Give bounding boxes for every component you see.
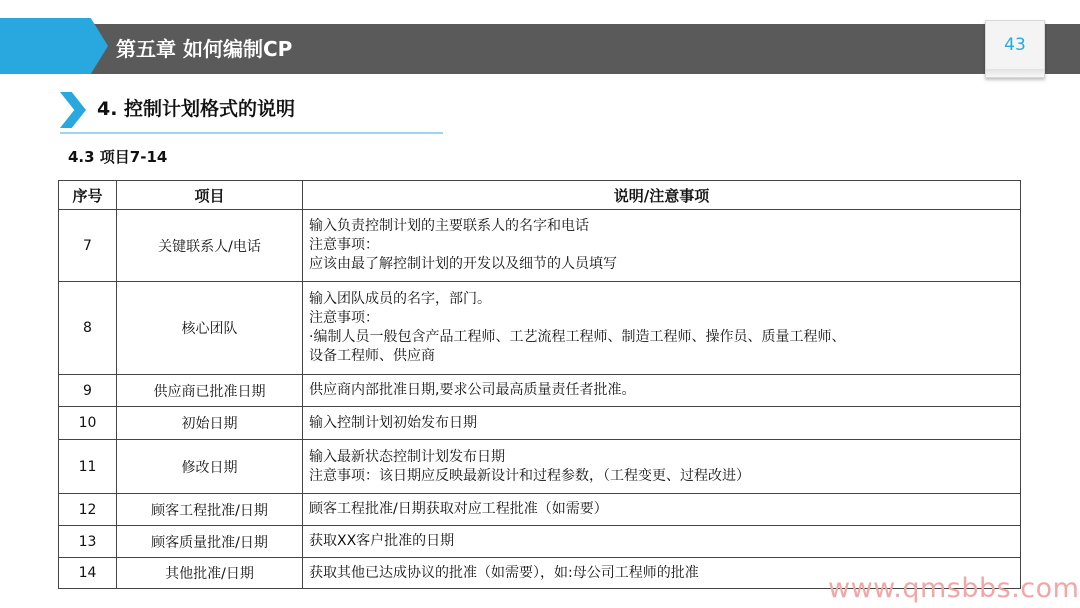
row-desc [303,526,1021,558]
row-desc [303,210,1021,282]
desc-line: 注意事项： [309,310,379,326]
row-desc [303,494,1021,526]
table-row [59,526,1021,558]
row-item: 顾客工程批准/日期 [117,494,303,526]
row-no: 9 [59,375,117,407]
desc-line: 获取XX客户批准的日期 [309,533,455,549]
section-title: 4. 控制计划格式的说明 [97,98,296,120]
subsection-title: 4.3 项目7-14 [68,148,168,166]
watermark-text: www.qmsbbs.com [828,573,1080,604]
desc-line: ·编制人员一般包含产品工程师、工艺流程工程师、制造工程师、操作员、质量工程师、 [309,329,846,345]
chevron-right-icon [60,92,86,128]
row-item: 顾客质量批准/日期 [117,526,303,558]
page-box-fold [986,69,1044,77]
row-no: 11 [59,440,117,494]
desc-line: 顾客工程批准/日期获取对应工程批准（如需要） [309,501,608,517]
section-underline [60,132,443,134]
row-desc [303,375,1021,407]
row-item: 初始日期 [117,407,303,440]
desc-line: 输入团队成员的名字，部门。 [309,291,491,307]
table-row [59,375,1021,407]
desc-line: 输入最新状态控制计划发布日期 [309,448,505,465]
header-accent-arrow [0,18,108,74]
row-no: 10 [59,407,117,440]
page-number: 43 [1004,35,1026,55]
desc-line: 供应商内部批准日期,要求公司最高质量责任者批准。 [309,382,636,398]
row-desc [303,282,1021,375]
row-item: 修改日期 [117,440,303,494]
table-row [59,494,1021,526]
desc-line: 输入负责控制计划的主要联系人的名字和电话 [309,218,589,234]
header-item: 项目 [117,181,303,210]
row-no: 13 [59,526,117,558]
desc-line: 注意事项：该日期应反映最新设计和过程参数，（工程变更、过程改进） [309,467,750,484]
table-row [59,282,1021,375]
desc-line: 设备工程师、供应商 [309,348,435,364]
desc-line: 获取其他已达成协议的批准（如需要），如:母公司工程师的批准 [309,564,699,581]
row-no: 12 [59,494,117,526]
header-no: 序号 [59,181,117,210]
row-item: 其他批准/日期 [117,558,303,589]
table-header-row [59,181,1021,210]
row-item: 核心团队 [117,282,303,375]
row-item: 供应商已批准日期 [117,375,303,407]
row-no: 8 [59,282,117,375]
row-desc [303,407,1021,440]
desc-line: 注意事项： [309,237,379,253]
table-row [59,440,1021,494]
header-desc: 说明/注意事项 [303,181,1021,210]
desc-line: 应该由最了解控制计划的开发以及细节的人员填写 [309,256,617,272]
table-row [59,407,1021,440]
row-no: 7 [59,210,117,282]
chapter-title: 第五章 如何编制CP [116,37,293,61]
table-row [59,210,1021,282]
page-number-box [985,20,1045,78]
row-desc [303,440,1021,494]
row-no: 14 [59,558,117,589]
items-table [58,180,1021,589]
row-item: 关键联系人/电话 [117,210,303,282]
desc-line: 输入控制计划初始发布日期 [309,414,477,431]
